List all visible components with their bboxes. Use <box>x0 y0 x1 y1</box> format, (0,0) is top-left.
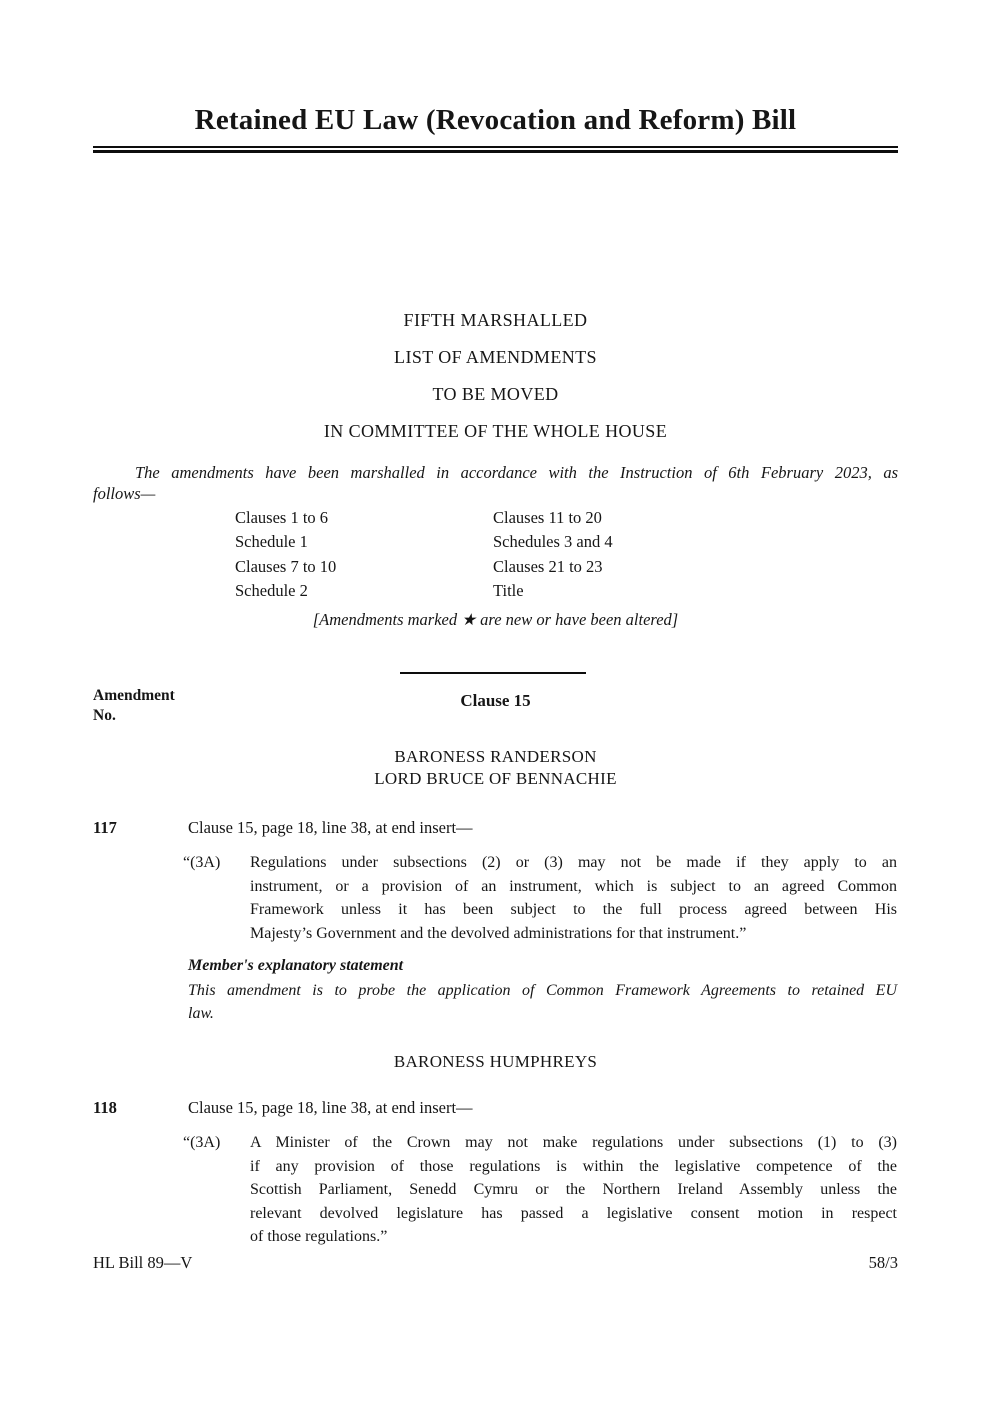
amendment-118-sponsors <box>0 1052 991 1072</box>
heading-line: LIST OF AMENDMENTS <box>394 347 597 367</box>
marshalling-note-line: The amendments have been marshalled in accordance with the Instruction of 6th February 2023, as <box>135 463 898 482</box>
order-item: Clauses 7 to 10 <box>235 556 337 576</box>
subsection-line: Regulations under subsections (2) or (3) may not be made if they apply to an <box>250 854 897 871</box>
amendment-117-number: 117 <box>93 818 117 837</box>
subsection-line: Majesty’s Government and the devolved administrations for that instrument.” <box>250 924 747 942</box>
subsection-label: “(3A) <box>183 1134 221 1151</box>
marshalling-note-line: follows— <box>93 484 156 503</box>
sponsor-name: BARONESS RANDERSON <box>394 747 597 766</box>
clause-heading: Clause 15 <box>460 691 531 710</box>
explanatory-line: law. <box>188 1004 214 1022</box>
order-item: Title <box>493 580 524 600</box>
order-item: Clauses 1 to 6 <box>235 508 329 527</box>
explanatory-statement-text <box>188 980 897 1025</box>
heading-line: TO BE MOVED <box>432 384 559 404</box>
heading-line: IN COMMITTEE OF THE WHOLE HOUSE <box>323 421 668 441</box>
marshalled-list-headings <box>0 302 991 450</box>
order-item: Schedule 2 <box>235 580 308 600</box>
marshalling-order-left-column <box>235 506 336 603</box>
explanatory-line: This amendment is to probe the application of Common Framework Agreements to retained EU <box>188 982 897 999</box>
order-item: Clauses 11 to 20 <box>493 508 602 527</box>
order-item: Schedule 1 <box>235 532 308 552</box>
amendment-label-line: Amendment <box>93 687 175 704</box>
subsection-line: instrument, or a provision of an instrument, which is subject to an agreed Common <box>250 877 897 895</box>
page-code: 58/3 <box>868 1253 898 1272</box>
subsection-body <box>250 851 897 945</box>
amendment-117-inserted-text <box>183 851 897 945</box>
amendment-118-instruction: Clause 15, page 18, line 38, at end insert— <box>188 1098 473 1117</box>
subsection-line: A Minister of the Crown may not make regulations under subsections (1) to (3) <box>250 1134 897 1151</box>
heading-line: FIFTH MARSHALLED <box>403 310 588 330</box>
amendment-118-number: 118 <box>93 1098 117 1117</box>
sponsor-name: BARONESS HUMPHREYS <box>393 1052 598 1071</box>
subsection-line: of those regulations.” <box>250 1228 388 1245</box>
amendment-118-inserted-text <box>183 1131 897 1249</box>
bill-title: Retained EU Law (Revocation and Reform) Bill <box>194 104 797 136</box>
starred-amendments-note: [Amendments marked ★ are new or have been altered] <box>312 610 679 629</box>
subsection-line: if any provision of those regulations is within the legislative competence of the <box>250 1157 897 1175</box>
subsection-line: relevant devolved legislature has passed a legislative consent motion in respect <box>250 1204 897 1222</box>
bill-reference: HL Bill 89—V <box>93 1253 193 1272</box>
section-separator-rule <box>400 672 586 674</box>
title-double-rule <box>93 146 898 153</box>
subsection-label: “(3A) <box>183 854 221 871</box>
explanatory-statement-heading: Member's explanatory statement <box>188 957 404 974</box>
amendment-117-instruction: Clause 15, page 18, line 38, at end insert— <box>188 818 473 837</box>
order-item: Clauses 21 to 23 <box>493 556 603 576</box>
marshalling-order-right-column <box>493 506 613 603</box>
subsection-body <box>250 1131 897 1249</box>
subsection-line: Scottish Parliament, Senedd Cymru or the Northern Ireland Assembly unless the <box>250 1181 897 1198</box>
subsection-line: Framework unless it has been subject to the full process agreed between His <box>250 901 897 918</box>
sponsor-name: LORD BRUCE OF BENNACHIE <box>374 769 617 788</box>
marshalling-note <box>93 462 898 504</box>
amendment-label-line: No. <box>93 707 116 724</box>
amendment-117-sponsors <box>0 746 991 790</box>
order-item: Schedules 3 and 4 <box>493 532 613 552</box>
